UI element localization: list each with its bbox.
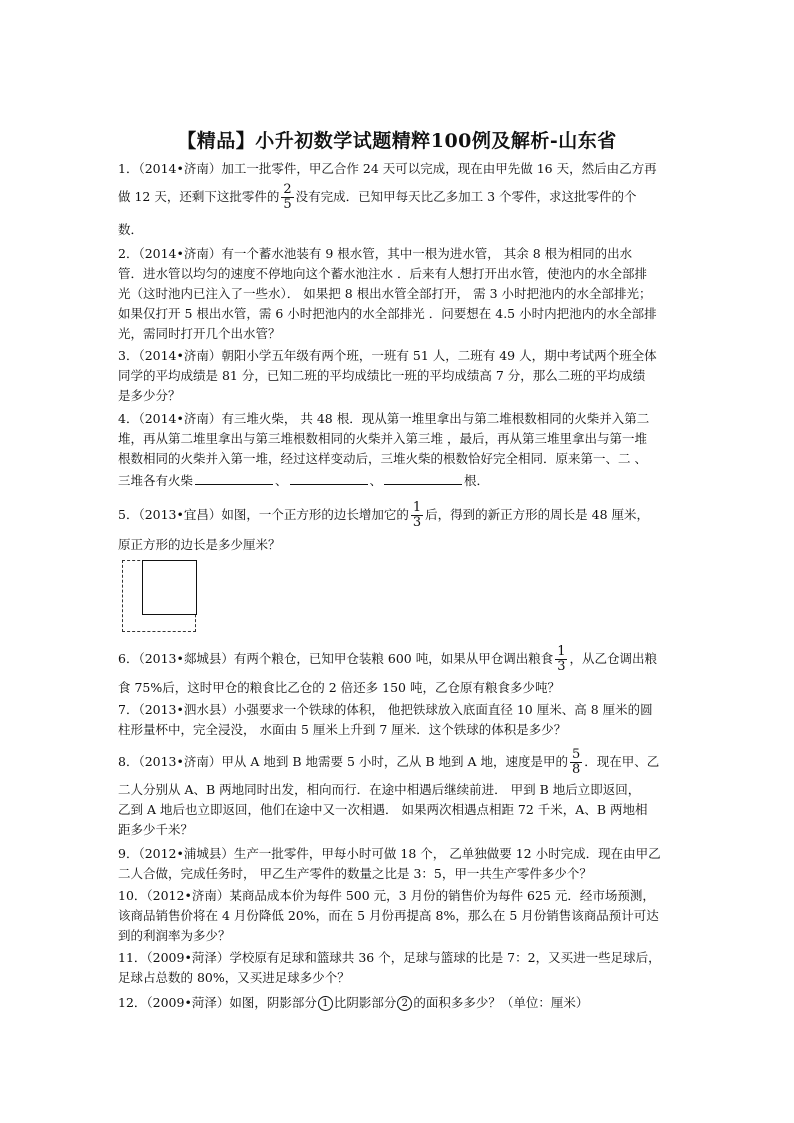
q4-blank-1 [195,472,273,485]
q5-text-b: 后，得到的新正方形的周长是 48 厘米， [425,507,650,522]
q1-line-2 [118,183,637,212]
q6-line-1 [118,645,657,674]
q12-text-a: 12．（2009•菏泽）如图，阴影部分 [118,995,317,1010]
q4-line-2: 堆，再从第二堆里拿出与第三堆根数相同的火柴并入第三堆 ，最后，再从第三堆里拿出与第一堆 [118,431,647,446]
q5-frac-den: 3 [412,515,422,530]
q8-frac-num: 5 [572,747,581,762]
q5-text-a: 5．（2013•宜昌）如图，一个正方形的边长增加它的 [118,507,409,522]
q2-line-5: 光，需同时打开几个出水管？ [118,326,281,341]
q1-frac-den: 5 [283,197,292,212]
q10-line-1: 10．（2012•济南）某商品成本价为每件 500 元，3 月份的销售价为每件 625 元．经市场预测， [118,888,655,903]
q8-line-2: 二人分别从 A、B 两地同时出发，相向而行．在途中相遇后继续前进． 甲到 B 地后立即返回， [118,782,641,797]
q7-line-2: 柱形量杯中，完全浸没， 水面由 5 厘米上升到 7 厘米．这个铁球的体积是多少？ [118,722,567,737]
q12-text-c: 的面积多多少？（单位：厘米） [413,995,589,1010]
q1-fraction [281,183,293,212]
q6-line-2: 食 75%后，这时甲仓的粮食比乙仓的 2 倍还多 150 吨，乙仓原有粮食多少吨？ [118,680,560,695]
q8-text-b: ．现在甲、乙 [584,754,660,769]
q1-line-3: 数． [118,222,144,237]
q1-line-1: 1．（2014•济南）加工一批零件，甲乙合作 24 天可以完成，现在由甲先做 16 天，然后由乙方再 [118,161,657,176]
q5-line-1 [118,501,649,530]
q10-line-2: 该商品销售价将在 4 月份降低 20%，而在 5 月份再提高 8%，那么在 5 月份销售该商品预计可达 [118,908,659,923]
q9-line-1: 9．（2012•浦城县）生产一批零件，甲每小时可做 18 个， 乙单独做要 12 小时完成．现在由甲乙 [118,846,661,861]
q6-fraction [555,645,567,674]
q10-line-3: 到的利润率为多少？ [118,928,231,943]
q11-line-2: 足球占总数的 80%，又买进足球多少个？ [118,970,350,985]
q5-frac-num: 1 [412,500,422,515]
q8-text-a: 8．（2013•济南）甲从 A 地到 B 地需要 5 小时，乙从 B 地到 A 地，速度是甲的 [118,754,569,769]
q2-line-3: 光（这时池内已注入了一些水）． 如果把 8 根出水管全部打开， 需 3 小时把池内的水全部排光； [118,286,652,301]
q12-line-1 [118,995,588,1011]
q6-frac-den: 3 [557,659,566,674]
q1-text-b: 没有完成．已知甲每天比乙多加工 3 个零件，求这批零件的个 [295,189,637,204]
shaded-region-2-marker: 2 [397,996,412,1011]
q8-frac-den: 8 [572,762,581,777]
q6-text-b: ，从乙仓调出粮 [569,651,657,666]
q12-text-b: 比阴影部分 [333,995,397,1010]
q11-line-1: 11．（2009•菏泽）学校原有足球和篮球共 36 个，足球与篮球的比是 7：2，又买进一些足球后， [118,950,661,965]
q2-line-1: 2．（2014•济南）有一个蓄水池装有 9 根水管，其中一根为进水管， 其余 8 根为相同的出水 [118,246,633,261]
q9-line-2: 二人合做，完成任务时， 甲乙生产零件的数量之比是 3：5，甲一共生产零件多少个？ [118,866,592,881]
q6-frac-num: 1 [557,644,566,659]
q3-line-2: 同学的平均成绩是 81 分，已知二班的平均成绩比一班的平均成绩高 7 分，那么二班的平均成绩 [118,368,646,383]
q8-line-1 [118,748,659,777]
q5-line-2: 原正方形的边长是多少厘米？ [118,537,281,552]
q6-text-a: 6．（2013•郯城县）有两个粮仓，已知甲仓装粮 600 吨，如果从甲仓调出粮食 [118,651,554,666]
q4-line-3: 根数相同的火柴并入第一堆，经过这样变动后，三堆火柴的根数恰好完全相同．原来第一、二 、 [118,451,647,466]
q4-blank-2 [290,472,368,485]
q4-text-a: 三堆各有火柴 [118,473,194,488]
q8-line-3: 乙到 A 地后也立即返回，他们在途中又一次相遇． 如果两次相遇点相距 72 千米，A、B 两地相 [118,802,648,817]
q8-fraction [570,748,582,777]
q3-line-1: 3．（2014•济南）朝阳小学五年级有两个班，一班有 51 人，二班有 49 人，期中考试两个班全体 [118,348,657,363]
q8-line-4: 距多少千米？ [118,822,194,837]
original-square-figure [142,560,197,615]
q1-text-a: 做 12 天，还剩下这批零件的 [118,189,280,204]
q4-line-4 [118,472,489,489]
shaded-region-1-marker: 1 [318,996,333,1011]
q2-line-2: 管．进水管以均匀的速度不停地向这个蓄水池注水 ．后来有人想打开出水管，使池内的水全部排 [118,266,647,281]
q3-line-3: 是多少分？ [118,388,181,403]
q2-line-4: 如果仅打开 5 根出水管，需 6 小时把池内的水全部排光 ．问要想在 4.5 小时内把池内的水全部排 [118,306,657,321]
document-title: 【精品】小升初数学试题精粹100例及解析-山东省 [177,130,617,152]
q4-text-b: 根． [464,473,490,488]
q1-frac-num: 2 [283,182,292,197]
q4-line-1: 4．（2014•济南）有三堆火柴， 共 48 根．现从第一堆里拿出与第二堆根数相同的火柴并入第二 [118,411,650,426]
q4-sep-1: 、 [275,473,288,488]
q4-blank-3 [384,472,462,485]
q4-sep-2: 、 [369,473,383,488]
q7-line-1: 7．（2013•泗水县）小强要求一个铁球的体积， 他把铁球放入底面直径 10 厘米、高 8 厘米的圆 [118,702,653,717]
q5-fraction [411,501,423,530]
